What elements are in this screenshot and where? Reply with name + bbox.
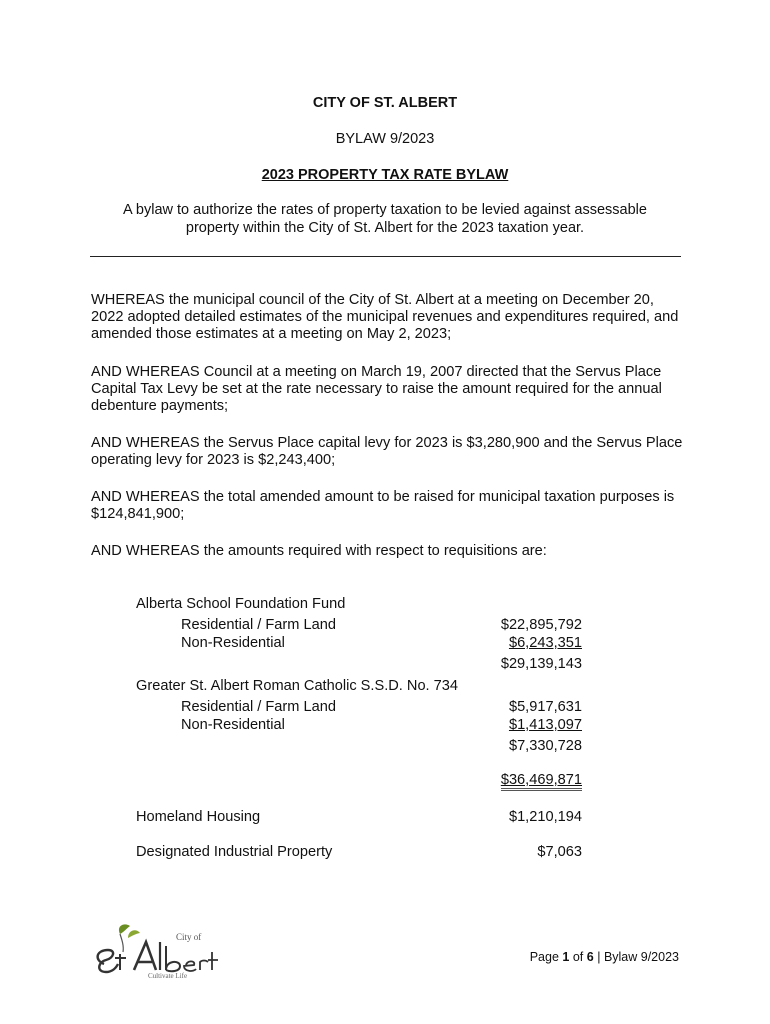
footer-separator: | (597, 950, 601, 964)
catholic-residential-label: Residential / Farm Land (181, 699, 336, 715)
homeland-housing-label: Homeland Housing (136, 809, 261, 825)
city-heading: CITY OF ST. ALBERT (312, 95, 458, 111)
purpose-line-1: A bylaw to authorize the rates of property taxation to be levied against assessable (123, 202, 647, 218)
catholic-subtotal: $7,330,728 (508, 738, 582, 754)
footer-page-current: 1 (562, 950, 570, 964)
catholic-heading: Greater St. Albert Roman Catholic S.S.D. No. 734 (136, 678, 459, 694)
asff-nonresidential-amount: $6,243,351 (508, 635, 582, 651)
footer-page-total: 6 (586, 950, 594, 964)
catholic-nonresidential-label: Non-Residential (181, 717, 285, 733)
bylaw-number: BYLAW 9/2023 (335, 131, 435, 147)
purpose-line-2: property within the City of St. Albert for the 2023 taxation year. (185, 220, 585, 236)
recital-2: AND WHEREAS Council at a meeting on March 19, 2007 directed that the Servus Place Capital Tax Levy be set at the rate necessary to raise the amount required for the annual debenture payments; (91, 364, 662, 414)
designated-industrial-label: Designated Industrial Property (136, 844, 333, 860)
bylaw-title: 2023 PROPERTY TAX RATE BYLAW (261, 167, 509, 183)
footer-reference: Bylaw 9/2023 (603, 950, 679, 964)
asff-nonresidential-label: Non-Residential (181, 635, 285, 651)
catholic-nonresidential-amount: $1,413,097 (508, 717, 582, 733)
logo-city-of: City of (176, 932, 202, 942)
footer-of-word: of (572, 950, 584, 964)
asff-residential-label: Residential / Farm Land (181, 617, 336, 633)
asff-subtotal: $29,139,143 (500, 656, 582, 672)
horizontal-divider (90, 256, 681, 257)
asff-heading: Alberta School Foundation Fund (136, 596, 346, 612)
designated-industrial-amount: $7,063 (537, 844, 582, 860)
st-albert-logo-icon (90, 920, 225, 982)
recital-3: AND WHEREAS the Servus Place capital levy for 2023 is $3,280,900 and the Servus Place operating levy for 2023 is $2,243,400; (91, 435, 683, 468)
school-requisition-total: $36,469,871 (501, 773, 582, 791)
catholic-residential-amount: $5,917,631 (508, 699, 582, 715)
recital-1: WHEREAS the municipal council of the City of St. Albert at a meeting on December 20, 2022 adopted detailed estimates of the municipal revenues and expenditures required, and amended those estimates at a meeting on May 2, 2023; (91, 292, 679, 342)
homeland-housing-amount: $1,210,194 (508, 809, 582, 825)
recital-4: AND WHEREAS the total amended amount to be raised for municipal taxation purposes is $124,841,900; (91, 489, 675, 522)
footer-page-word: Page (529, 950, 559, 964)
asff-residential-amount: $22,895,792 (500, 617, 582, 633)
logo-tagline: Cultivate Life (148, 972, 188, 980)
page-footer (530, 950, 679, 964)
recital-5: AND WHEREAS the amounts required with respect to requisitions are: (91, 543, 547, 559)
